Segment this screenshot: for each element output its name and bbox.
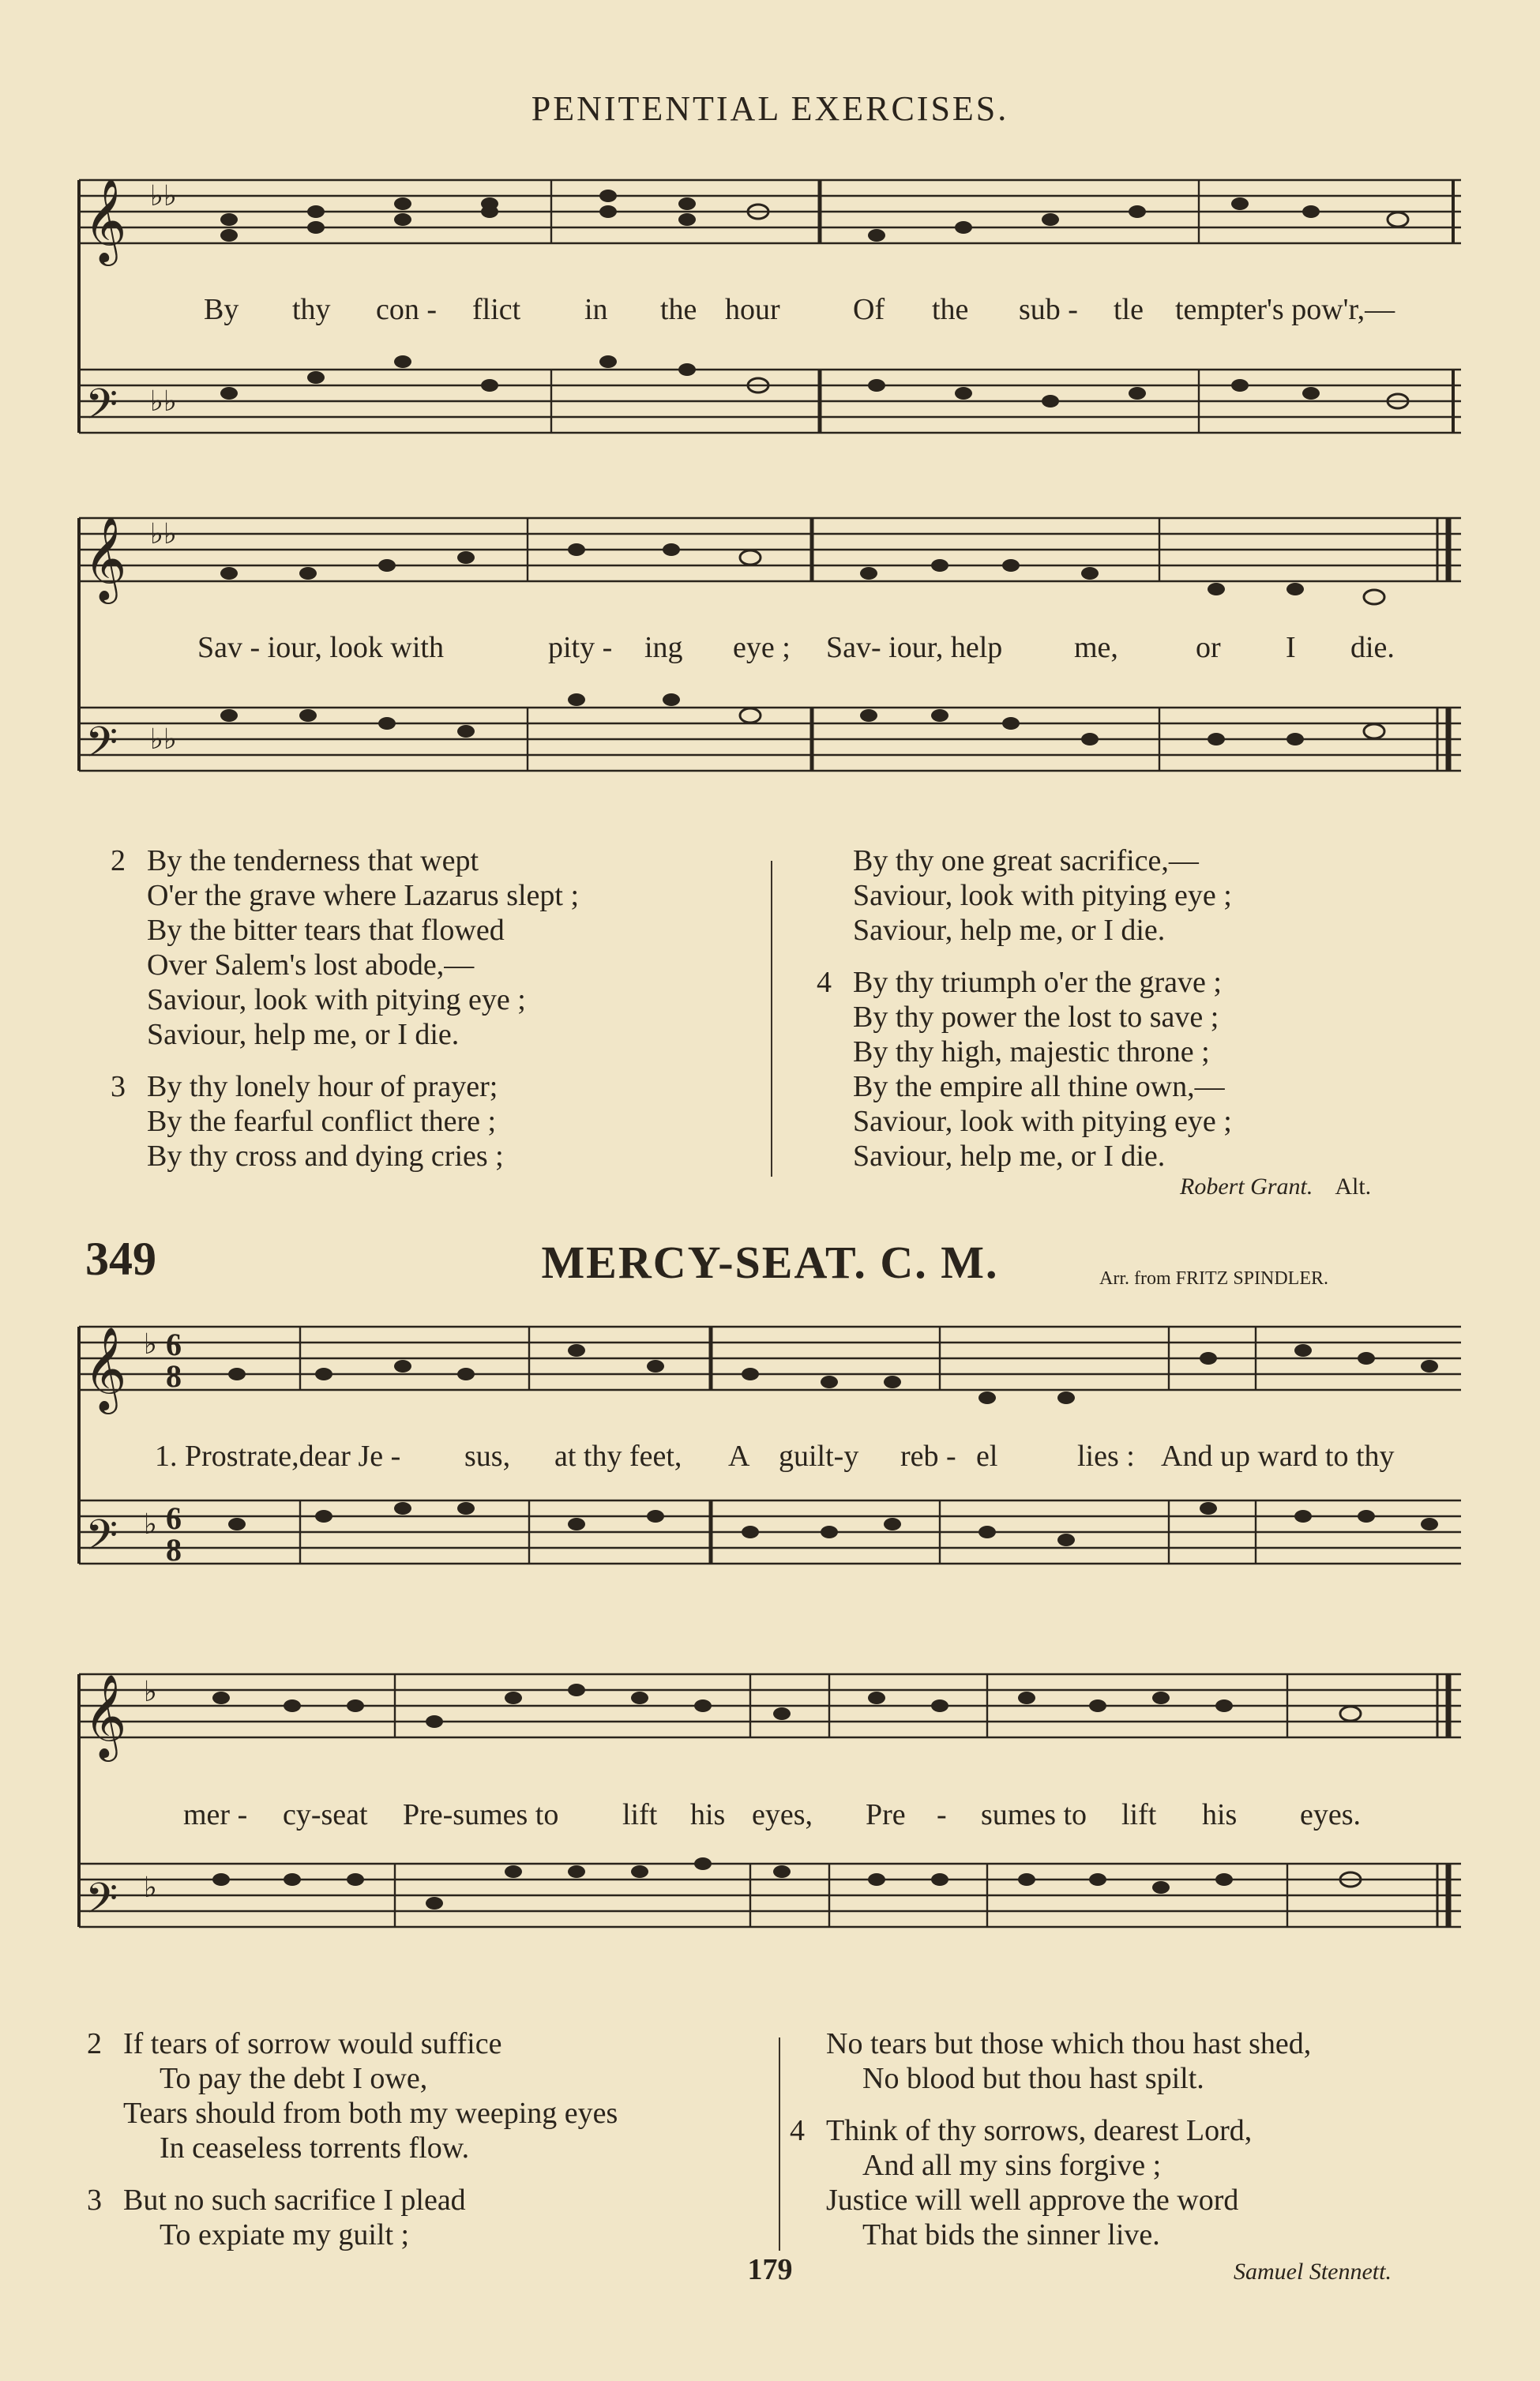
music-system-3	[71, 1311, 1469, 1611]
lyric-syllable: flict	[472, 293, 521, 326]
verse-line: 4 By thy triumph o'er the grave ;	[817, 966, 1222, 999]
lyric-syllable: or	[1196, 631, 1221, 664]
verse-line: Tears should from both my weeping eyes	[123, 2097, 618, 2130]
svg-text:♭♭: ♭♭	[150, 723, 177, 756]
verse-line: By the fearful conflict there ;	[147, 1105, 497, 1138]
svg-text:𝄢: 𝄢	[85, 719, 118, 777]
verse-line: By thy one great sacrifice,—	[853, 844, 1199, 877]
music-system-1	[71, 166, 1469, 458]
lyric-syllable: the	[660, 293, 697, 326]
lyric-syllable: guilt-y	[779, 1440, 859, 1473]
lyric-syllable: cy-seat	[283, 1798, 368, 1831]
verse-line: To pay the debt I owe,	[160, 2062, 428, 2095]
lyric-syllable: el	[976, 1440, 998, 1473]
verse-line: Saviour, help me, or I die.	[853, 1140, 1166, 1173]
verse-line: Saviour, look with pitying eye ;	[853, 1105, 1232, 1138]
verse-column-right	[790, 2026, 1311, 2252]
svg-text:♭: ♭	[144, 1676, 157, 1708]
lyric-syllable: lies :	[1077, 1440, 1135, 1473]
verse-line: No blood but thou hast spilt.	[862, 2062, 1204, 2095]
verse-line: By the bitter tears that flowed	[147, 914, 505, 947]
lyric-syllable: Of	[853, 293, 885, 326]
verse-line: Saviour, look with pitying eye ;	[853, 879, 1232, 912]
author-attribution: Samuel Stennett.	[1234, 2259, 1392, 2285]
lyric-line	[71, 1439, 1469, 1478]
lyric-syllable: A	[728, 1440, 750, 1473]
lyric-syllable: at thy feet,	[554, 1440, 682, 1473]
svg-text:𝄢: 𝄢	[85, 381, 118, 439]
page-number: 179	[747, 2253, 793, 2286]
verse-line: Saviour, help me, or I die.	[853, 914, 1166, 947]
verse-line: Over Salem's lost abode,—	[147, 948, 475, 982]
music-system-4	[71, 1658, 1469, 1974]
svg-text:♭: ♭	[144, 1508, 157, 1541]
verse-line: Justice will well approve the word	[826, 2184, 1239, 2217]
lyric-line	[71, 292, 1469, 332]
lyric-syllable: sus,	[464, 1440, 511, 1473]
svg-text:♭♭: ♭♭	[150, 180, 177, 212]
running-head: PENITENTIAL EXERCISES.	[531, 89, 1009, 128]
lyric-syllable: I	[1286, 631, 1296, 664]
lyric-syllable: die.	[1350, 631, 1395, 664]
verse-line: To expiate my guilt ;	[160, 2218, 410, 2251]
lyric-syllable: Pre	[866, 1798, 906, 1831]
verse-line: 4 Think of thy sorrows, dearest Lord,	[790, 2114, 1253, 2147]
lyric-syllable: the	[932, 293, 969, 326]
verse-line: By thy high, majestic throne ;	[853, 1035, 1210, 1068]
verse-line: That bids the sinner live.	[862, 2218, 1160, 2251]
lyric-syllable: con -	[376, 293, 438, 326]
svg-text:𝄢: 𝄢	[85, 1512, 118, 1570]
verse-line: 3 By thy lonely hour of prayer;	[111, 1070, 498, 1103]
svg-text:6: 6	[166, 1327, 182, 1362]
lyric-syllable: lift	[622, 1798, 658, 1831]
svg-text:𝄞: 𝄞	[84, 516, 127, 600]
lyric-syllable: ing	[644, 631, 683, 664]
column-divider	[771, 861, 772, 1177]
lyric-syllable: tle	[1114, 293, 1144, 326]
verse-column-left	[87, 2026, 618, 2252]
hymn-number: 349	[85, 1233, 156, 1285]
lyric-syllable: in	[584, 293, 608, 326]
svg-text:𝄞: 𝄞	[84, 1326, 127, 1410]
lyric-syllable: thy	[292, 293, 331, 326]
svg-text:6: 6	[166, 1500, 182, 1536]
lyric-syllable: me,	[1074, 631, 1118, 664]
verse-line: 2 If tears of sorrow would suffice	[87, 2027, 502, 2060]
svg-text:♭: ♭	[144, 1328, 157, 1361]
verse-column-left	[111, 843, 579, 1174]
verse-line: By thy power the lost to save ;	[853, 1001, 1219, 1034]
lyric-syllable: Sav- iour, help	[826, 631, 1003, 664]
lyric-syllable: reb -	[900, 1440, 956, 1473]
svg-text:♭♭: ♭♭	[150, 518, 177, 550]
lyric-syllable: sub -	[1019, 293, 1078, 326]
lyric-syllable: -	[937, 1798, 947, 1831]
verse-column-right	[817, 843, 1232, 1174]
lyric-syllable: 1. Prostrate,dear Je -	[155, 1440, 401, 1473]
hymn-title: MERCY-SEAT. C. M.	[541, 1237, 999, 1288]
lyric-syllable: And up ward to thy	[1161, 1440, 1395, 1473]
svg-text:8: 8	[166, 1532, 182, 1568]
lyric-syllable: Sav - iour, look with	[197, 631, 444, 664]
lyric-syllable: his	[690, 1798, 726, 1831]
verse-line: 3 But no such sacrifice I plead	[87, 2184, 466, 2217]
verse-line: By the empire all thine own,—	[853, 1070, 1225, 1103]
lyric-syllable: By	[204, 293, 239, 326]
verse-line: O'er the grave where Lazarus slept ;	[147, 879, 580, 912]
verse-line: Saviour, look with pitying eye ;	[147, 983, 526, 1016]
lyric-syllable: eye ;	[733, 631, 791, 664]
author-attribution: Robert Grant. Alt.	[1180, 1174, 1372, 1200]
svg-text:8: 8	[166, 1358, 182, 1394]
lyric-syllable: his	[1202, 1798, 1238, 1831]
lyric-syllable: sumes to	[981, 1798, 1087, 1831]
svg-text:𝄢: 𝄢	[85, 1875, 118, 1933]
lyric-syllable: hour	[725, 293, 780, 326]
lyric-syllable: Pre-sumes to	[403, 1798, 559, 1831]
music-system-2	[71, 504, 1469, 796]
lyric-syllable: mer -	[183, 1798, 248, 1831]
verse-line: And all my sins forgive ;	[862, 2149, 1162, 2182]
arranger-credit: Arr. from FRITZ SPINDLER.	[1099, 1268, 1328, 1289]
verse-line: In ceaseless torrents flow.	[160, 2131, 470, 2165]
column-divider	[779, 2037, 780, 2251]
lyric-line	[71, 630, 1469, 670]
lyric-syllable: pity -	[548, 631, 613, 664]
lyric-line	[71, 1797, 1469, 1837]
lyric-syllable: tempter's pow'r,—	[1175, 293, 1395, 326]
svg-text:𝄞: 𝄞	[84, 178, 127, 262]
verse-line: Saviour, help me, or I die.	[147, 1018, 460, 1051]
verse-line: By thy cross and dying cries ;	[147, 1140, 504, 1173]
lyric-syllable: eyes,	[752, 1798, 813, 1831]
svg-text:♭: ♭	[144, 1872, 157, 1904]
svg-text:𝄞: 𝄞	[84, 1673, 127, 1758]
lyric-syllable: eyes.	[1300, 1798, 1362, 1831]
verse-line: No tears but those which thou hast shed,	[826, 2027, 1312, 2060]
verse-line: 2 By the tenderness that wept	[111, 844, 479, 877]
lyric-syllable: lift	[1121, 1798, 1157, 1831]
svg-text:♭♭: ♭♭	[150, 385, 177, 418]
